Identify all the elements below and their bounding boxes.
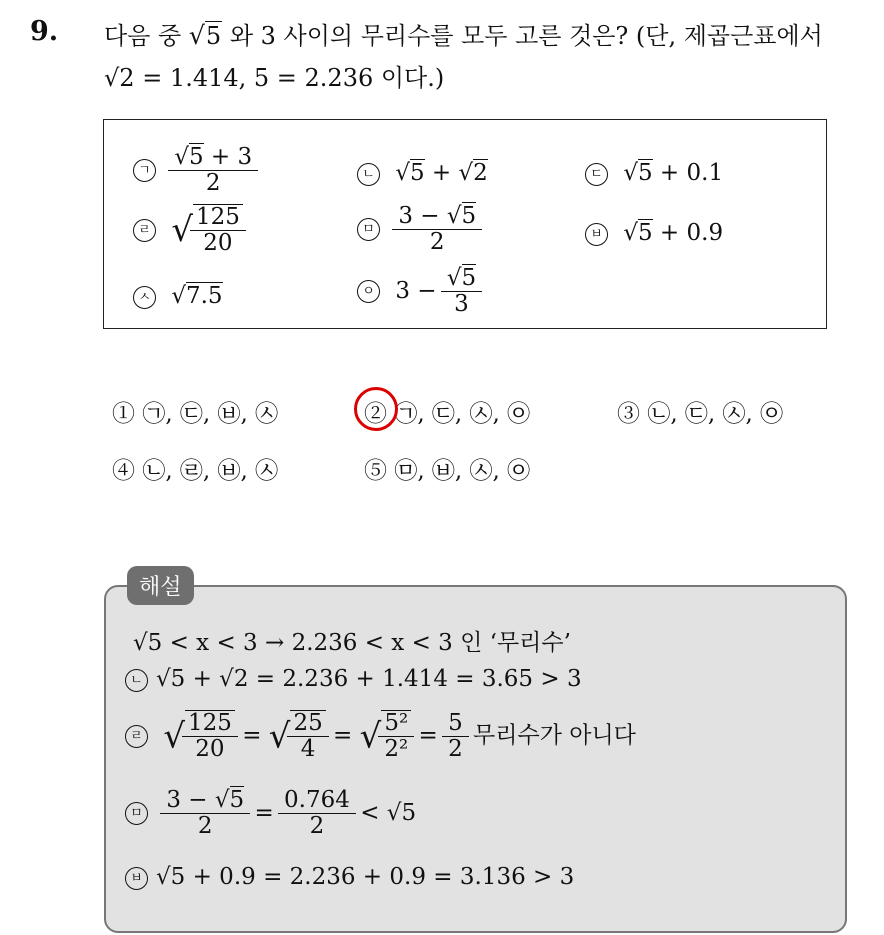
question-line-1 bbox=[104, 16, 823, 51]
question-line-2 bbox=[104, 58, 444, 93]
explanation-line-5: ㅂ √5 + 0.9 = 2.236 + 0.9 = 3.136 > 3 bbox=[125, 864, 574, 890]
explanation-line-1: √5 < x < 3 → 2.236 < x < 3 인 ‘무리수’ bbox=[133, 630, 571, 656]
explanation-line-3-text: 무리수가 아니다 bbox=[473, 722, 636, 749]
option-marker: ㅂ bbox=[585, 223, 608, 246]
question-text-c: 와 3 사이의 무리수를 모두 고른 것은? (단, 제곱근표에서 bbox=[229, 22, 823, 50]
option-marker: ㄹ bbox=[133, 219, 156, 242]
option-expression: $\frac{3 - √5}{2}$ bbox=[395, 204, 479, 256]
explanation-line-3: ㄹ √ $\frac{125}{20}$ = √ $\frac{25}{4}$ = √ $\frac{\text{5²}}{\text{2²}}$ = $\frac{5}{2}$ 무리수가 아니다 bbox=[125, 710, 636, 763]
choice-1[interactable]: ① ㉠, ㉢, ㉥, ㉦ bbox=[112, 401, 279, 427]
option-expression: √7.5 bbox=[171, 283, 223, 309]
choice-5[interactable]: ⑤ ㉤, ㉥, ㉦, ㉧ bbox=[364, 458, 531, 484]
option-expression: $\frac{√5 + 3}{2}$ bbox=[171, 145, 255, 197]
explanation-line-4: ㅁ $\frac{3 - √5}{2}$ = $\frac{0.764}{2}$ < √5 bbox=[125, 788, 416, 840]
option-siot bbox=[133, 283, 223, 309]
sqrt-symbol: √5 bbox=[188, 21, 222, 50]
option-giyeok bbox=[133, 145, 255, 197]
option-ieung bbox=[357, 266, 479, 318]
option-marker: ㅅ bbox=[133, 286, 156, 309]
choice-3[interactable]: ③ ㉡, ㉢, ㉦, ㉧ bbox=[617, 401, 784, 427]
question-text-a: 다음 중 bbox=[104, 22, 182, 50]
option-marker: ㄹ bbox=[125, 725, 148, 748]
option-expression: √ $\frac{125}{20}$ bbox=[171, 216, 243, 242]
sqrt-symbol: √ bbox=[104, 64, 120, 92]
explanation-tag: 해설 bbox=[127, 566, 194, 605]
option-marker: ㄷ bbox=[585, 163, 608, 186]
option-nieun bbox=[357, 160, 488, 186]
choice-4[interactable]: ④ ㉡, ㉣, ㉥, ㉦ bbox=[112, 458, 279, 484]
option-expression: √5 + 0.9 bbox=[623, 220, 724, 246]
option-marker: ㅇ bbox=[357, 280, 380, 303]
option-marker: ㅁ bbox=[125, 802, 148, 825]
option-mieum bbox=[357, 204, 479, 256]
selected-answer-mark bbox=[354, 387, 398, 431]
option-expression: √5 + √2 bbox=[395, 160, 488, 186]
question-number: 9. bbox=[30, 16, 59, 47]
option-expression: √5 + 0.1 bbox=[623, 160, 724, 186]
choice-2[interactable]: ② ㉠, ㉢, ㉦, ㉧ bbox=[364, 401, 531, 427]
option-bieup bbox=[585, 220, 723, 246]
option-marker: ㅂ bbox=[125, 867, 148, 890]
option-marker: ㄱ bbox=[133, 159, 156, 182]
option-digeut bbox=[585, 160, 723, 186]
option-rieul bbox=[133, 204, 243, 257]
option-marker: ㄴ bbox=[357, 163, 380, 186]
option-marker: ㄴ bbox=[125, 669, 148, 692]
option-expression: 3 − $\frac{√5}{3}$ bbox=[395, 278, 479, 304]
option-marker: ㅁ bbox=[357, 218, 380, 241]
explanation-line-2: ㄴ √5 + √2 = 2.236 + 1.414 = 3.65 > 3 bbox=[125, 666, 582, 692]
question-condition: 2 = 1.414, 5 = 2.236 이다.) bbox=[119, 64, 445, 92]
